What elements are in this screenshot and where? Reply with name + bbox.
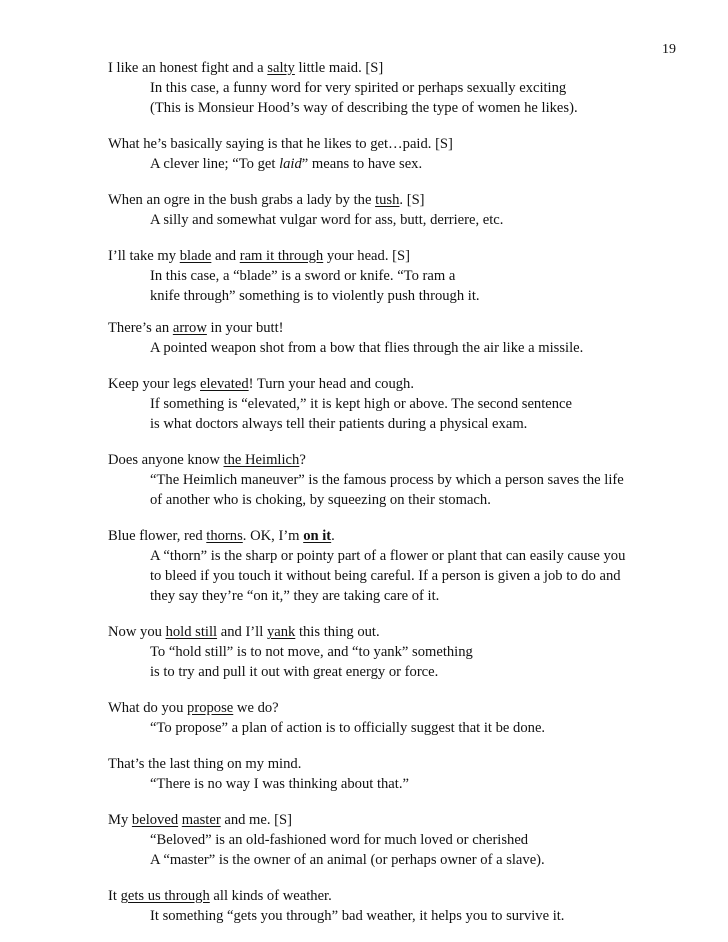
definition-line: they say they’re “on it,” they are taking care of it. — [150, 588, 440, 604]
dialogue-line: Keep your legs elevated! Turn your head and cough. — [108, 376, 415, 392]
glossary-entry — [108, 374, 688, 434]
definition-line: “The Heimlich maneuver” is the famous process by which a person saves the life — [150, 472, 624, 488]
definition-line: It something “gets you through” bad weather, it helps you to survive it. — [150, 908, 565, 924]
definition-line: A clever line; “To get laid” means to have sex. — [150, 156, 423, 172]
definition-line: If something is “elevated,” it is kept high or above. The second sentence — [150, 396, 573, 412]
glossary-entry — [108, 526, 688, 606]
glossary-entry — [108, 134, 688, 174]
underlined-term: arrow — [172, 320, 207, 336]
definition-line: to bleed if you touch it without being careful. If a person is given a job to do and — [150, 568, 621, 584]
page-number: 19 — [662, 42, 676, 57]
dialogue-line: I’ll take my blade and ram it through your head. [S] — [108, 248, 410, 264]
dialogue-line: What he’s basically saying is that he likes to get…paid. [S] — [108, 136, 453, 152]
definition-line: (This is Monsieur Hood’s way of describing the type of women he likes). — [150, 100, 578, 116]
dialogue-line: That’s the last thing on my mind. — [108, 756, 302, 772]
underlined-term: the Heimlich — [223, 452, 300, 468]
dialogue-line: When an ogre in the bush grabs a lady by the tush. [S] — [108, 192, 425, 208]
dialogue-line: Now you hold still and I’ll yank this thing out. — [108, 624, 380, 640]
underlined-term: master — [181, 812, 221, 828]
definition-line: A “master” is the owner of an animal (or perhaps owner of a slave). — [150, 852, 545, 868]
definition-line: In this case, a funny word for very spirited or perhaps sexually exciting — [150, 80, 567, 96]
glossary-entry — [108, 810, 688, 870]
glossary-entry — [108, 450, 688, 510]
glossary-entry — [108, 698, 688, 738]
definition-line: of another who is choking, by squeezing on their stomach. — [150, 492, 491, 508]
underlined-term: elevated — [200, 376, 249, 392]
glossary-entry — [108, 886, 688, 926]
underlined-term: blade — [179, 248, 212, 264]
glossary-entry — [108, 58, 688, 118]
definition-line: In this case, a “blade” is a sword or knife. “To ram a — [150, 268, 456, 284]
definition-line: knife through” something is to violently push through it. — [150, 288, 480, 304]
dialogue-line: Blue flower, red thorns. OK, I’m on it. — [108, 528, 335, 544]
dialogue-line: My beloved master and me. [S] — [108, 812, 293, 828]
underlined-term: gets us through — [120, 888, 210, 904]
italic-term: laid — [279, 156, 302, 172]
definition-line: is to try and pull it out with great energy or force. — [150, 664, 439, 680]
dialogue-line: There’s an arrow in your butt! — [108, 320, 284, 336]
definition-line: is what doctors always tell their patients during a physical exam. — [150, 416, 528, 432]
dialogue-line: Does anyone know the Heimlich? — [108, 452, 306, 468]
definition-line: To “hold still” is to not move, and “to yank” something — [150, 644, 473, 660]
glossary-entry — [108, 190, 688, 230]
underlined-term: ram it through — [239, 248, 324, 264]
underlined-term: beloved — [131, 812, 179, 828]
definition-line: “There is no way I was thinking about that.” — [150, 776, 409, 792]
glossary-entry — [108, 622, 688, 682]
glossary-entry — [108, 318, 688, 358]
definition-line: “Beloved” is an old-fashioned word for much loved or cherished — [150, 832, 529, 848]
dialogue-line: It gets us through all kinds of weather. — [108, 888, 332, 904]
underlined-term: propose — [187, 700, 234, 716]
underlined-term: tush — [375, 192, 400, 208]
definition-line: A silly and somewhat vulgar word for ass, butt, derriere, etc. — [150, 212, 504, 228]
dialogue-line: What do you propose we do? — [108, 700, 279, 716]
definition-line: A pointed weapon shot from a bow that flies through the air like a missile. — [150, 340, 584, 356]
dialogue-line: I like an honest fight and a salty little maid. [S] — [108, 60, 384, 76]
underlined-term: thorns — [206, 528, 243, 544]
underlined-term: hold still — [165, 624, 218, 640]
definition-line: “To propose” a plan of action is to officially suggest that it be done. — [150, 720, 546, 736]
underlined-term: salty — [267, 60, 295, 76]
glossary-entry — [108, 754, 688, 794]
underlined-term: on it — [303, 528, 332, 544]
definition-line: A “thorn” is the sharp or pointy part of a flower or plant that can easily cause you — [150, 548, 626, 564]
underlined-term: yank — [266, 624, 296, 640]
glossary-content — [108, 58, 688, 942]
glossary-entry — [108, 246, 688, 306]
